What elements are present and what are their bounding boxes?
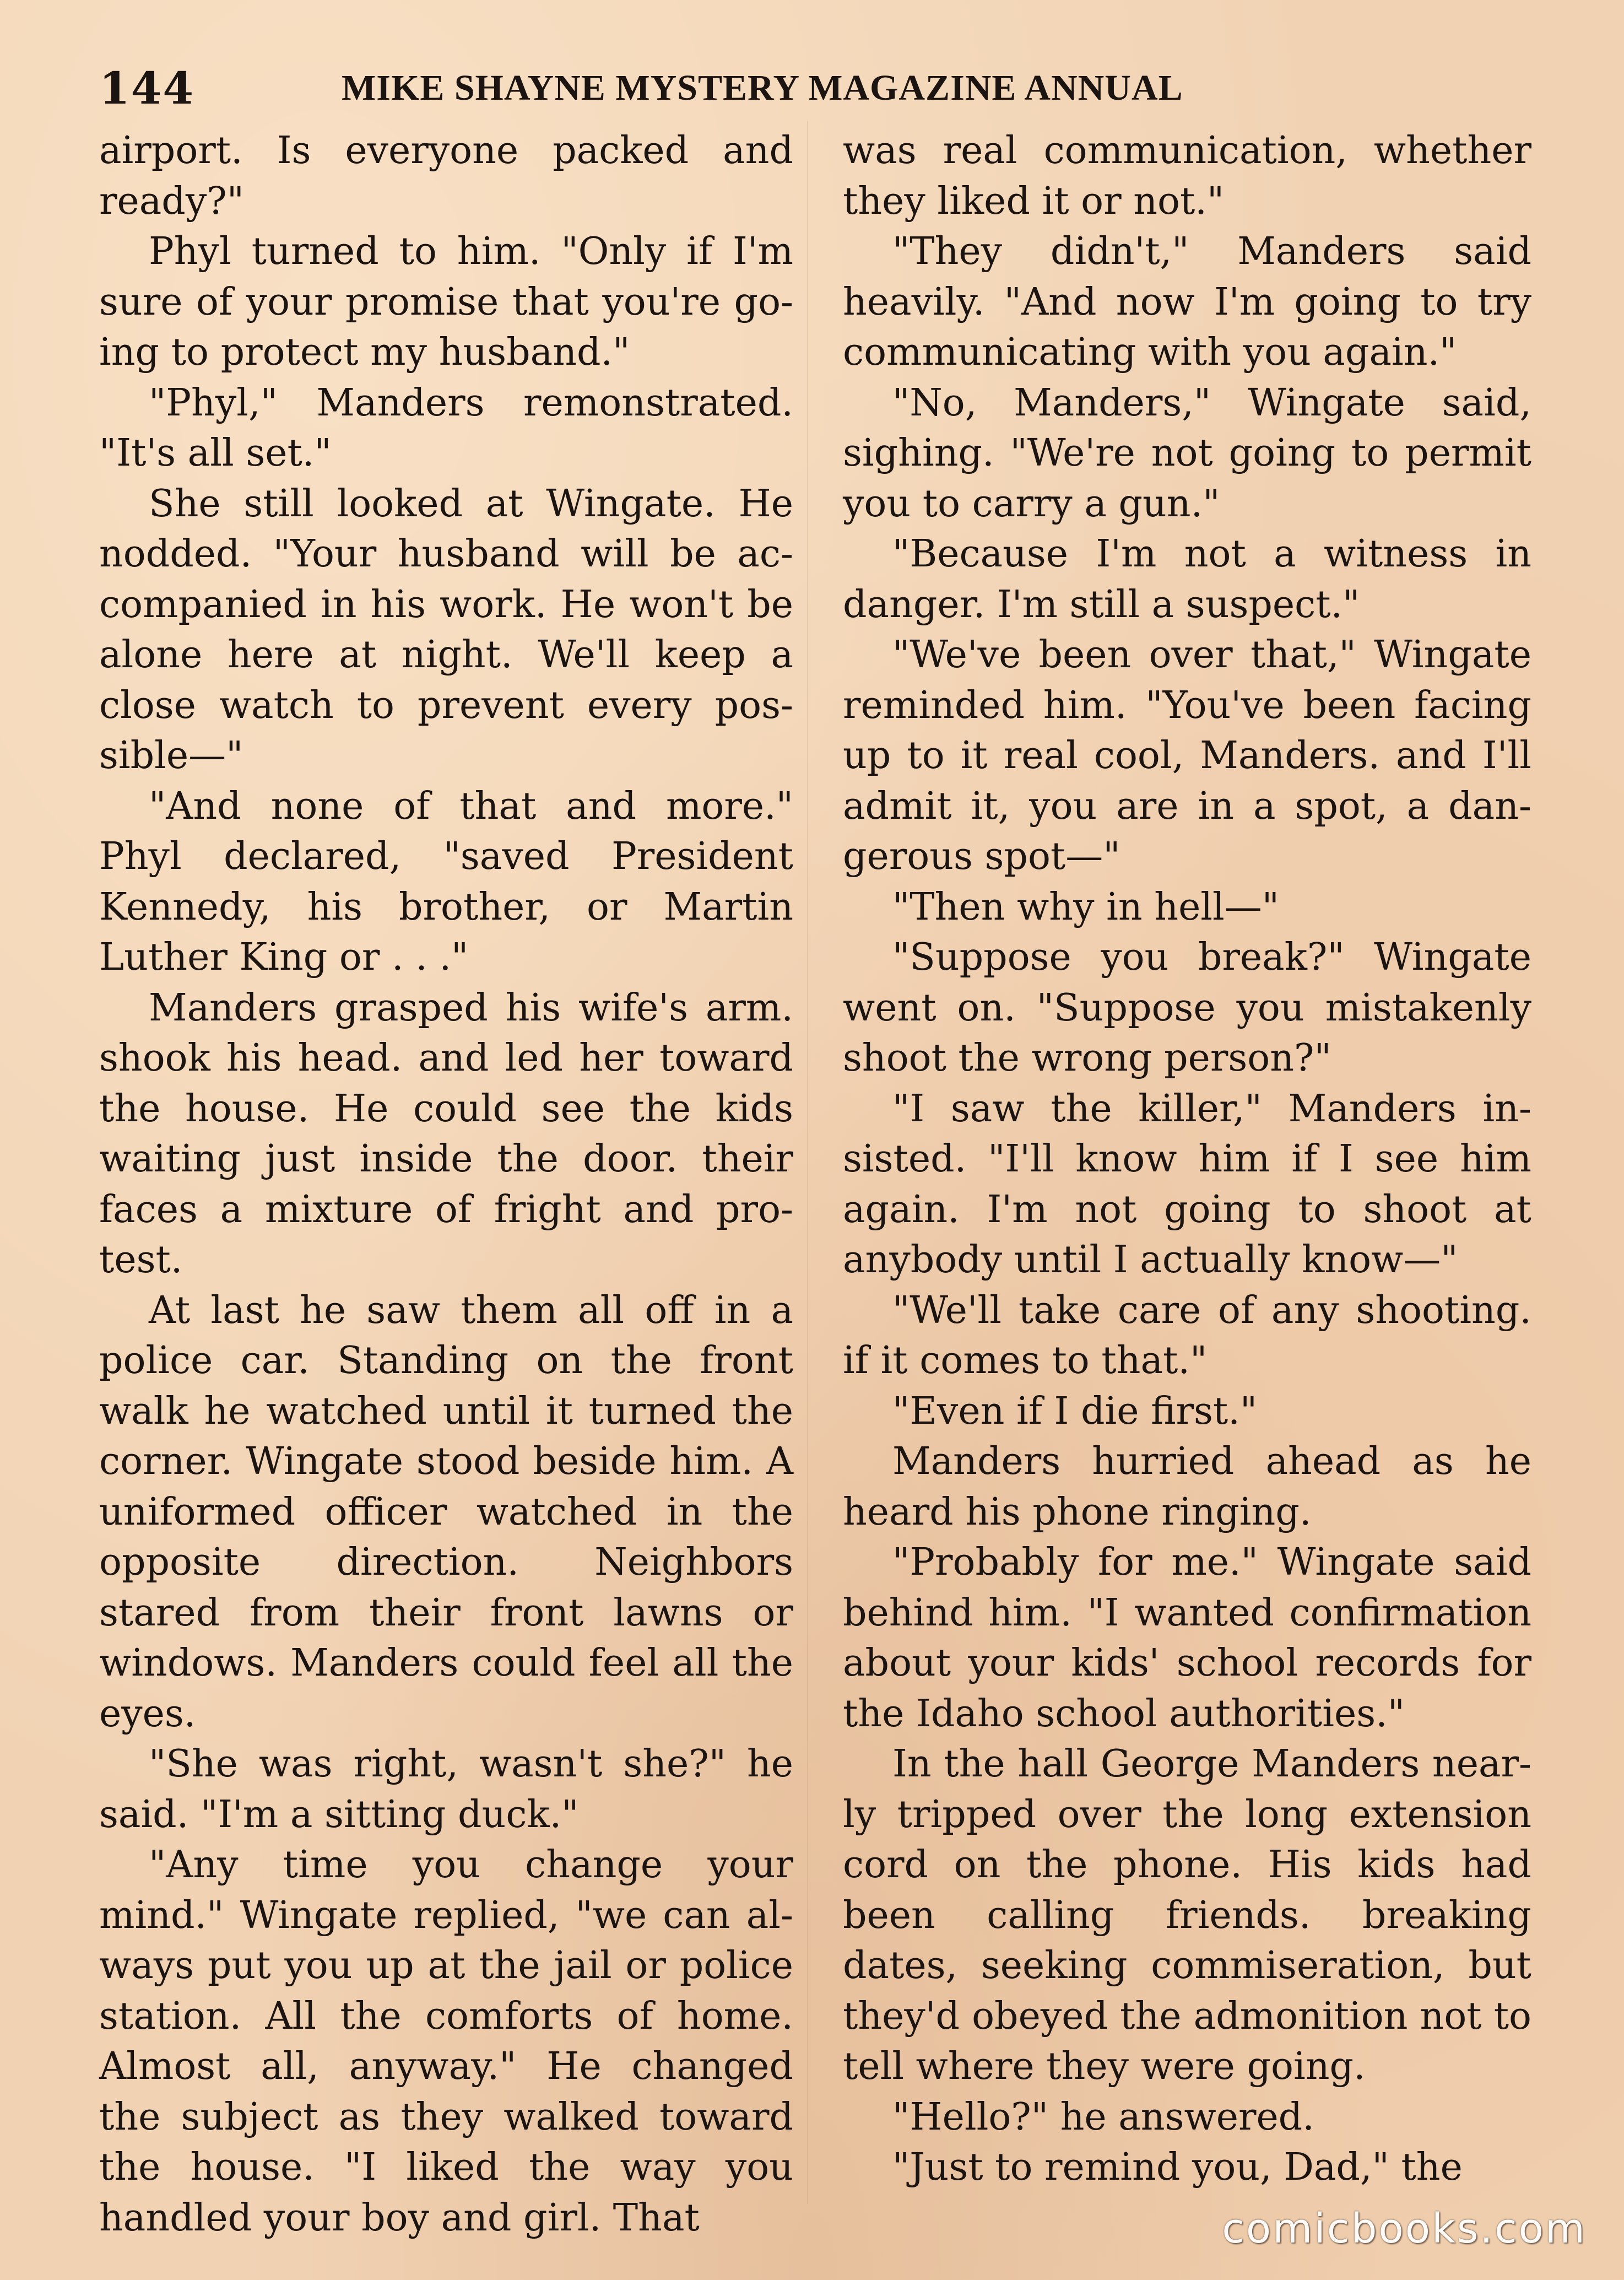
paragraph: "She was right, wasn't she?" he said. "I'm a sitting duck." [99, 1742, 793, 1836]
paragraph: airport. Is everyone packed and ready?" [99, 129, 793, 223]
paragraph: Phyl turned to him. "Only if I'm sure of your promise that you're going to protect my husband." [99, 230, 793, 374]
page-gutter [807, 121, 808, 2204]
paragraph: "Because I'm not a witness in danger. I'm still a suspect." [843, 532, 1531, 626]
right-column [843, 126, 1531, 2197]
page-number: 144 [99, 62, 194, 114]
paragraph: "We'll take care of any shooting. if it comes to that." [843, 1288, 1531, 1382]
paragraph: "And none of that and more." Phyl declared, "saved President Kennedy, his brother, or Martin Luther King or . . ." [99, 784, 793, 979]
paragraph: "No, Manders," Wingate said, sighing. "We're not going to permit you to carry a gun." [843, 381, 1531, 526]
paragraph: "I saw the killer," Manders insisted. "I'll know him if I see him again. I'm not going to shoot at anybody until I actually know—" [843, 1087, 1531, 1282]
paragraph: "Suppose you break?" Wingate went on. "Suppose you mistakenly shoot the wrong person?" [843, 936, 1531, 1080]
paragraph: In the hall George Manders nearly tripped over the long extension cord on the phone. His kids had been calling friends. breaking dates, seeking commiseration, but they'd obeyed the admonition not to tell where they were going. [843, 1742, 1531, 2088]
paragraph: Manders hurried ahead as he heard his phone ringing. [843, 1440, 1531, 1534]
paragraph: was real communication, whether they liked it or not." [843, 129, 1531, 223]
paragraph: "Just to remind you, Dad," the [892, 2146, 1463, 2189]
paragraph: "Any time you change your mind." Wingate replied, "we can always put you up at the jail or police station. All the comforts of home. Almost all, anyway." He changed the subject as they walked toward the house. "I liked the way you handled your boy and girl. That [99, 1843, 793, 2240]
paragraph: "We've been over that," Wingate reminded him. "You've been facing up to it real cool, Manders. and I'll admit it, you are in a spot, a dangerous spot—" [843, 633, 1531, 878]
watermark: comicbooks.com [1222, 2205, 1587, 2252]
left-column [99, 126, 793, 2240]
paragraph: Manders grasped his wife's arm. shook his head. and led her toward the house. He could see the kids waiting just inside the door. their faces a mixture of fright and protest. [99, 986, 793, 1282]
paragraph: "They didn't," Manders said heavily. "And now I'm going to try communicating with you again." [843, 230, 1531, 374]
paragraph: "Hello?" he answered. [892, 2095, 1314, 2139]
paragraph: At last he saw them all off in a police car. Standing on the front walk he watched until it turned the corner. Wingate stood beside him. A uniformed officer watched in the opposite direction. Neighbors stared from their front lawns or windows. Manders could feel all the eyes. [99, 1288, 793, 1736]
paragraph: "Probably for me." Wingate said behind him. "I wanted confirmation about your kids' school records for the Idaho school authorities." [843, 1541, 1531, 1736]
paragraph: "Phyl," Manders remonstrated. "It's all set." [99, 381, 793, 475]
page-header [99, 58, 1311, 118]
paragraph: She still looked at Wingate. He nodded. "Your husband will be accompanied in his work. He won't be alone here at night. We'll keep a close watch to prevent every possible—" [99, 482, 793, 777]
paragraph: "Even if I die first." [892, 1389, 1258, 1433]
paragraph: "Then why in hell—" [892, 885, 1280, 929]
running-head: MIKE SHAYNE MYSTERY MAGAZINE ANNUAL [342, 68, 1183, 108]
